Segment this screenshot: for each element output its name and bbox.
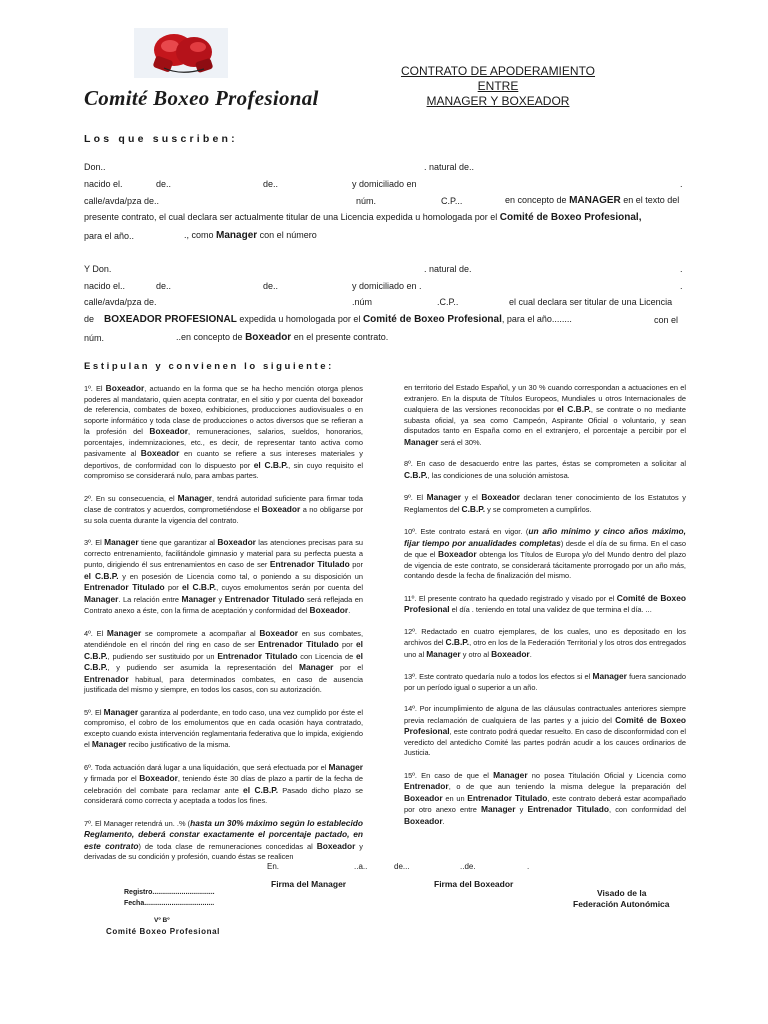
clause-text: , y pudiendo ser asumida la representación del bbox=[107, 663, 299, 672]
clause-emphasis: Manager bbox=[328, 761, 363, 772]
boxer-nacido: nacido el.. bbox=[84, 281, 126, 291]
clause-text: . bbox=[348, 606, 351, 615]
boxer-signature-label: Firma del Boxeador bbox=[434, 879, 514, 889]
clause-emphasis: el C.B.P. bbox=[181, 582, 217, 592]
clause-text: 14º. Por incumplimiento de alguna de las cláusulas contractuales anteriores siempre previa reclamación de cualquiera de las partes y a juicio del bbox=[404, 704, 686, 725]
boxer-natural: . natural de. bbox=[424, 264, 472, 274]
clause-text: declaran tener conocimiento de los Estatutos y Reglamentos del bbox=[404, 493, 687, 514]
clauses-right-column bbox=[404, 383, 686, 838]
clause-text: , este contrato podrá quedar resuelto. En caso de disconformidad con el veredicto del antedicho Comité las partes podrán acudir a los cauces ordinarios de Justicia. bbox=[404, 727, 686, 757]
clause-emphasis: Manager bbox=[404, 436, 439, 447]
clause-emphasis: C.B.P. bbox=[461, 503, 486, 514]
numero-text: con el número bbox=[259, 230, 317, 240]
clause-emphasis: Boxeador bbox=[438, 549, 477, 559]
clause-emphasis: Comité de Boxeo Profesional bbox=[404, 592, 686, 614]
boxer-de1: de.. bbox=[156, 281, 172, 291]
concepto-text: ..en concepto de bbox=[176, 332, 243, 342]
concepto-text: en concepto de bbox=[505, 195, 567, 205]
manager-natural: . natural de.. bbox=[424, 162, 475, 172]
clause-emphasis: Manager bbox=[181, 593, 216, 604]
clause-paragraph bbox=[84, 383, 363, 482]
clause-text: . La relación entre bbox=[118, 594, 182, 604]
boxer-dot: . bbox=[680, 264, 683, 274]
manager-domiciliado: y domiciliado en bbox=[352, 179, 417, 189]
manager-role: Manager bbox=[216, 230, 258, 241]
clause-emphasis: Boxeador bbox=[139, 773, 178, 783]
clauses-heading: Estipulan y convienen lo siguiente: bbox=[84, 361, 334, 372]
clause-text: ) desde el día de su firma. En el caso de que el bbox=[404, 538, 686, 559]
clause-text: , teniendo éste 30 días de plazo a partir de la fecha de celebración del combate para reclamar ante bbox=[84, 774, 363, 795]
footer-dot: . bbox=[527, 862, 530, 871]
clause-text: no posea Titulación Oficial y Licencia como bbox=[527, 770, 686, 780]
clause-paragraph bbox=[404, 492, 686, 515]
clause-emphasis: hasta un 30% máximo según lo establecido Reglamento, deberá constar exactamente el porcentaje pactado, en este contrato bbox=[84, 817, 364, 851]
manager-role: MANAGER bbox=[569, 195, 621, 206]
fecha-field: Fecha.................................... bbox=[124, 900, 215, 907]
clause-text: , otro en los de la Federación Territorial y los otros dos entregados uno al bbox=[404, 638, 686, 659]
clause-text: 13º. Este contrato quedaría nulo a todos los efectos si el bbox=[404, 672, 593, 681]
title-line: CONTRATO DE APODERAMIENTO bbox=[400, 64, 596, 78]
clause-text: obtenga los Títulos de Europa y/o del Mundo dentro del plazo de vigencia de este contrato, se considerará tácitamente prorrogado por un año más, contando desde la fecha de finalización del mismo. bbox=[404, 550, 686, 580]
manager-para: para el año.. bbox=[84, 231, 135, 241]
clause-text: habitual, para determinados combates, en caso de ausencia justificada del mismo y siempre, en todos los casos, con su autorización. bbox=[84, 674, 363, 694]
boxer-dot: . bbox=[680, 281, 683, 291]
clause-emphasis: Boxeador bbox=[105, 383, 145, 393]
expedida-text: expedida u homologada por el bbox=[239, 314, 361, 324]
manager-de2: de.. bbox=[263, 179, 279, 189]
clause-text: el día . teniendo en total una validez de que termina el día. ... bbox=[449, 605, 652, 614]
clause-emphasis: Entrenador Titulado bbox=[258, 639, 339, 649]
clause-text: recibo justificativo de la misma. bbox=[126, 740, 231, 749]
clause-paragraph bbox=[404, 770, 686, 828]
de-text: de bbox=[84, 314, 95, 324]
clause-text: Pasado dicho plazo se considerará como correcta y aceptada a todos los fines. bbox=[84, 785, 363, 805]
federacion-label: Federación Autonómica bbox=[573, 899, 670, 909]
presente-text: presente contrato, el cual declara ser actualmente titular de una Licencia expedida u homologada por el bbox=[84, 212, 498, 222]
clause-emphasis: Manager bbox=[177, 492, 213, 503]
contract-title bbox=[380, 64, 616, 109]
clause-text: fuera sancionado por un período igual o superior a un año. bbox=[404, 672, 686, 692]
clause-paragraph bbox=[404, 627, 686, 661]
clause-emphasis: Boxeador bbox=[261, 504, 301, 514]
clause-text: 12º. Redactado en cuatro ejemplares, de los cuales, uno es depositado en los archivos del bbox=[404, 626, 686, 647]
clause-emphasis: un año mínimo y cinco años máximo, fijar tiempo por anualidades completas bbox=[404, 526, 686, 548]
clause-text: 8º. En caso de desacuerdo entre las partes, éstas se comprometen a solicitar al bbox=[404, 459, 686, 468]
clause-paragraph bbox=[404, 593, 686, 616]
boxing-gloves-logo bbox=[134, 28, 228, 78]
clause-text: , remuneraciones, salarios, sueldos, honorarios, porcentajes, indemnizaciones, etc., es decir, de representar tanto activa como pasivamente al bbox=[84, 427, 363, 458]
clause-text: 15º. En caso de que el bbox=[404, 770, 494, 780]
manager-concepto bbox=[505, 195, 679, 206]
manager-signature-label: Firma del Manager bbox=[271, 879, 347, 889]
clause-text: será reflejada en Contrato anexo a éste, con la firma de aceptación y conformidad del bbox=[84, 594, 363, 615]
clause-emphasis: el C.B.P. bbox=[84, 570, 119, 581]
clause-text: . bbox=[529, 649, 532, 659]
clause-text: , este contrato deberá estar acompañado por otro anexo entre bbox=[404, 793, 686, 814]
clause-text: en sus combates, atendiéndole en el rincón del ring en caso de ser bbox=[84, 628, 363, 649]
concepto-text: en el texto del bbox=[623, 195, 680, 205]
clause-text: 5º. El bbox=[84, 707, 104, 717]
clause-text: y en posesión de Licencia como tal, o poniendo a su disposición un bbox=[118, 571, 363, 581]
como-text: ., como bbox=[184, 230, 214, 240]
clause-text: en cuanto se refiere a sus intereses materiales y deportivos, de conformidad con lo dispuesto por bbox=[84, 449, 363, 470]
footer-comite: Comité Boxeo Profesional bbox=[106, 927, 220, 936]
clause-emphasis: Manager bbox=[106, 627, 142, 638]
clause-text: 9º. El bbox=[404, 493, 427, 502]
clause-text: 2º. En su consecuencia, el bbox=[84, 493, 178, 503]
clause-emphasis: Manager bbox=[481, 804, 516, 814]
brand-name: Comité Boxeo Profesional bbox=[84, 86, 319, 110]
clause-text: 7º. El Manager retendrá un. .% ( bbox=[84, 818, 191, 828]
clause-paragraph bbox=[84, 762, 363, 807]
manager-num: núm. bbox=[356, 196, 377, 206]
clause-emphasis: Boxeador bbox=[149, 426, 189, 436]
clause-text: 10º. Este contrato estará en vigor. ( bbox=[404, 527, 529, 536]
clause-text: ) de toda clase de remuneraciones concedidas al bbox=[138, 841, 317, 851]
footer-de1: de... bbox=[394, 862, 410, 871]
clause-emphasis: Boxeador bbox=[259, 627, 299, 638]
footer-de2: ..de. bbox=[460, 862, 476, 871]
clause-emphasis: Boxeador bbox=[404, 815, 443, 826]
boxer-role: Boxeador bbox=[245, 332, 292, 343]
clause-text: a no obligarse por su sola cuenta durante la vigencia del contrato. bbox=[84, 505, 363, 525]
clause-paragraph bbox=[84, 493, 363, 527]
clause-emphasis: Boxeador bbox=[217, 537, 256, 547]
boxer-concepto bbox=[176, 332, 388, 343]
clause-emphasis: Entrenador Titulado bbox=[217, 650, 298, 661]
clause-text: , pudiendo ser sustituido por un bbox=[107, 651, 218, 661]
clause-emphasis: Manager bbox=[426, 492, 462, 502]
clause-emphasis: Boxeador bbox=[481, 492, 520, 502]
manager-de1: de.. bbox=[156, 179, 172, 189]
clause-emphasis: Manager bbox=[91, 739, 127, 749]
clause-emphasis: Entrenador Titulado bbox=[269, 559, 350, 569]
clause-text: y se comprometen a cumplirlos. bbox=[485, 504, 592, 514]
clause-emphasis: Boxeador bbox=[309, 605, 349, 615]
footer-a: ..a.. bbox=[354, 862, 368, 871]
clause-text: las atenciones precisas para su correcto entrenamiento, facilitándole gimnasio y material para su perfecta puesta a punto, dirigiendo él sus entrenamientos en caso de ser bbox=[84, 538, 363, 569]
clause-text: y bbox=[515, 805, 528, 814]
title-line: ENTRE bbox=[477, 79, 519, 93]
manager-nacido: nacido el. bbox=[84, 179, 123, 189]
clause-emphasis: el C.B.P. bbox=[253, 459, 289, 470]
clause-emphasis: Entrenador Titulado bbox=[84, 582, 165, 592]
parties-heading: Los que suscriben: bbox=[84, 133, 238, 145]
clause-text: en un bbox=[442, 793, 468, 803]
clause-text: por bbox=[349, 560, 363, 569]
clause-emphasis: Entrenador bbox=[84, 673, 129, 684]
clause-emphasis: Manager bbox=[104, 537, 139, 547]
para-text: , para el año........ bbox=[501, 314, 572, 324]
clause-text: , tendrá autoridad suficiente para firmar toda clase de contratos y acuerdos, comprometiéndose el bbox=[84, 493, 364, 514]
clause-emphasis: Entrenador Titulado bbox=[527, 804, 610, 814]
clause-emphasis: Boxeador bbox=[404, 792, 443, 803]
manager-dot: . bbox=[680, 179, 683, 189]
clause-text: , se contrate o no mediante subasta oficial, ya sea como Campeón, Aspirante Oficial o voluntario, y sean disputados tanto en España como en el extranjero, el porcentaje a percibir por el bbox=[404, 405, 686, 435]
boxer-domiciliado: y domiciliado en . bbox=[352, 281, 422, 291]
boxer-role: BOXEADOR PROFESIONAL bbox=[104, 314, 237, 325]
clause-text: con Licencia de bbox=[297, 651, 356, 661]
clause-text: 3º. El bbox=[84, 538, 105, 547]
clause-text: y firmada por el bbox=[84, 774, 140, 783]
clause-text: , cuyos emolumentos serán por cuenta del bbox=[216, 583, 363, 592]
boxer-num: .núm bbox=[352, 297, 373, 307]
clause-text: tiene que garantizar al bbox=[138, 538, 218, 547]
clause-emphasis: Manager bbox=[298, 662, 334, 672]
clause-emphasis: Entrenador bbox=[404, 781, 449, 791]
comite-name: Comité de Boxeo Profesional, bbox=[499, 212, 642, 223]
clause-emphasis: Boxeador bbox=[491, 648, 530, 659]
clause-text: , sin cuyo requisito el compromiso se considerará nulo, para ambas partes. bbox=[84, 460, 363, 480]
boxer-don: Y Don. bbox=[84, 264, 112, 274]
registro-field: Registro................................ bbox=[124, 889, 215, 896]
clause-emphasis: Boxeador bbox=[140, 448, 180, 458]
boxer-calle: calle/avda/pza de. bbox=[84, 297, 157, 307]
clause-text: 11º. El presente contrato ha quedado registrado y visado por el bbox=[404, 593, 617, 603]
clause-text: 6º. Toda actuación dará lugar a una liquidación, que será efectuada por el bbox=[84, 762, 329, 772]
clause-emphasis: C.B.P. bbox=[445, 637, 470, 647]
clause-text: se compromete a acompañar al bbox=[141, 628, 260, 638]
boxer-num2: núm. bbox=[84, 333, 105, 343]
clause-text: por bbox=[338, 640, 356, 649]
clause-text: será el 30%. bbox=[438, 437, 482, 447]
clause-emphasis: el C.B.P. bbox=[84, 639, 363, 661]
boxer-cp: .C.P.. bbox=[437, 297, 459, 307]
clause-text: , con conformidad del bbox=[609, 805, 686, 814]
clause-text: , o de que aun teniendo la misma delegue la preparación del bbox=[448, 782, 686, 791]
clause-emphasis: el C.B.P. bbox=[243, 784, 279, 795]
clause-text: 4º. El bbox=[84, 628, 107, 638]
manager-don: Don.. bbox=[84, 162, 106, 172]
clause-text: en territorio del Estado Español, y un 30 % cuando correspondan a actuaciones en el extranjero. En la disputa de Títulos Europeos, Mundiales u otros Internacionales de cualquiera de las versiones reconocidas por bbox=[404, 383, 686, 414]
clause-text: , actuando en la forma que se ha hecho mención otorga plenos poderes al mandatario, quien acepta contratar, en el sitio y por cuenta del boxeador de referencia, combates de boxeo, exhibiciones, producciones audiovisuales o en soporte informático y toda clase de producciones o actos diversos que se refieran a la profesión del bbox=[84, 384, 363, 436]
clause-paragraph bbox=[84, 818, 363, 863]
clause-paragraph bbox=[84, 537, 363, 617]
clause-text: por el bbox=[333, 663, 363, 672]
clause-emphasis: Manager bbox=[103, 706, 139, 717]
boxer-declara: el cual declara ser titular de una Licencia bbox=[509, 297, 673, 307]
boxer-licencia bbox=[84, 314, 572, 325]
clause-emphasis: el C.B.P. bbox=[84, 650, 363, 672]
clause-text: garantiza al poderdante, en todo caso, una vez cumplido por éste el compromiso, el cobro de los emolumentos que en cada ocasión haya contratado, excepto cuando exista intervención reglamentaria federativa que lo impida, exigiendo el bbox=[84, 707, 363, 749]
boxer-con-el: con el bbox=[654, 315, 679, 325]
clause-emphasis: Manager bbox=[592, 671, 627, 681]
manager-como bbox=[184, 230, 317, 241]
clause-paragraph bbox=[404, 459, 686, 481]
clause-emphasis: Manager bbox=[426, 648, 461, 659]
clause-emphasis: Manager bbox=[84, 593, 119, 604]
clause-emphasis: el C.B.P. bbox=[556, 404, 591, 414]
clause-paragraph bbox=[84, 707, 363, 751]
clause-text: y bbox=[215, 594, 225, 604]
title-line: MANAGER Y BOXEADOR bbox=[426, 94, 570, 108]
clause-paragraph bbox=[404, 383, 686, 448]
visto-bueno: Vº Bº bbox=[154, 917, 170, 924]
manager-cp: C.P... bbox=[441, 196, 463, 206]
clause-emphasis: Entrenador Titulado bbox=[224, 593, 305, 604]
clause-emphasis: Entrenador Titulado bbox=[467, 792, 548, 803]
boxer-de2: de.. bbox=[263, 281, 279, 291]
clause-text: y otro al bbox=[460, 649, 492, 659]
visado-label: Visado de la bbox=[597, 888, 647, 898]
clause-paragraph bbox=[404, 526, 686, 582]
clause-emphasis: Comité de Boxeo Profesional bbox=[404, 714, 686, 736]
clause-text: 1º. El bbox=[84, 384, 106, 393]
clause-text: por bbox=[164, 583, 182, 592]
clause-paragraph bbox=[404, 704, 686, 759]
clause-text: . bbox=[442, 816, 445, 826]
comite-name: Comité de Boxeo Profesional bbox=[362, 314, 502, 325]
manager-calle: calle/avda/pza de.. bbox=[84, 196, 160, 206]
clause-text: , las condiciones de una solución amistosa. bbox=[427, 470, 570, 480]
manager-presente bbox=[84, 212, 641, 223]
clause-emphasis: C.B.P. bbox=[404, 469, 428, 480]
clause-text: y derivadas de su condición y profesión, cuando éstas se realicen bbox=[84, 841, 363, 861]
clause-emphasis: Manager bbox=[493, 769, 528, 780]
clause-text: y el bbox=[461, 493, 482, 502]
clause-paragraph bbox=[404, 671, 686, 693]
concepto-text: en el presente contrato. bbox=[293, 332, 389, 342]
footer-en: En. bbox=[267, 862, 280, 871]
clause-paragraph bbox=[84, 628, 363, 696]
clause-emphasis: Boxeador bbox=[316, 840, 356, 851]
clauses-left-column bbox=[84, 383, 363, 874]
